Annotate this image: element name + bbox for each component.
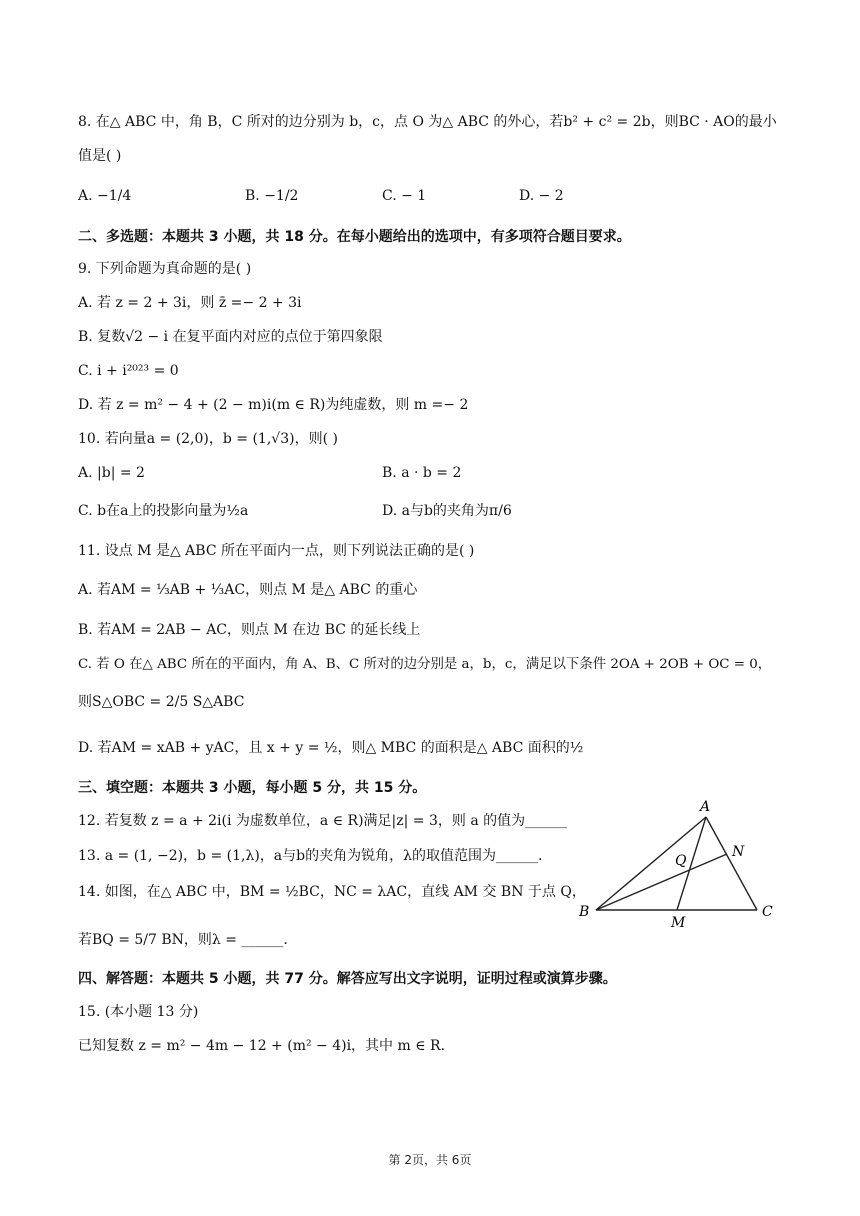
q12-text: 12. 若复数 z = a + 2i(i 为虚数单位，a ∈ R)满足|z| = 3，则 a 的值为______ (78, 813, 568, 829)
q8-line2: 值是( ) (78, 148, 122, 164)
q10-stem: 10. 若向量a = (2,0)，b = (1,√3)，则( ) (78, 431, 338, 447)
section2-heading: 二、多选题：本题共 3 小题，共 18 分。在每小题给出的选项中，有多项符合题目要求。 (78, 229, 631, 245)
q9-option-d: D. 若 z = m² − 4 + (2 − m)i(m ∈ R)为纯虚数，则 m =− 2 (78, 397, 469, 413)
q10-option-b: B. a · b = 2 (382, 465, 462, 481)
q11-stem: 11. 设点 M 是△ ABC 所在平面内一点，则下列说法正确的是( ) (78, 543, 475, 559)
q9-option-b: B. 复数√2 − i 在复平面内对应的点位于第四象限 (78, 329, 383, 345)
q8-option-b: B. −1/2 (245, 188, 299, 204)
q11-option-a: A. 若AM = ⅓AB + ⅓AC，则点 M 是△ ABC 的重心 (78, 582, 418, 598)
label-m: M (671, 915, 686, 930)
q8-line1: 8. 在△ ABC 中，角 B，C 所对的边分别为 b，c，点 O 为△ ABC 的外心，若b² + c² = 2b，则BC · AO的最小 (78, 114, 777, 130)
q9-stem: 9. 下列命题为真命题的是( ) (78, 261, 252, 277)
segment-ac (706, 817, 757, 910)
q15-heading: 15. (本小题 13 分) (78, 1004, 199, 1020)
q8-option-c: C. − 1 (382, 188, 427, 204)
q11-option-c-line2: 则S△OBC = 2/5 S△ABC (78, 694, 245, 710)
segment-bn (596, 854, 727, 910)
q9-option-a: A. 若 z = 2 + 3i，则 z̄ =− 2 + 3i (78, 295, 302, 311)
section3-heading: 三、填空题：本题共 3 小题，每小题 5 分，共 15 分。 (78, 780, 427, 796)
q11-option-c-line1: C. 若 O 在△ ABC 所在的平面内，角 A、B、C 所对的边分别是 a，b，c，满足以下条件 2OA + 2OB + OC = 0， (78, 657, 772, 672)
q8-option-d: D. − 2 (519, 188, 564, 204)
q11-option-b: B. 若AM = 2AB − AC，则点 M 在边 BC 的延长线上 (78, 622, 421, 638)
q11-option-d: D. 若AM = xAB + yAC，且 x + y = ½，则△ MBC 的面积是△ ABC 面积的½ (78, 740, 584, 756)
q10-option-a: A. |b| = 2 (78, 465, 145, 481)
section4-heading: 四、解答题：本题共 5 小题，共 77 分。解答应写出文字说明，证明过程或演算步骤。 (78, 971, 617, 987)
q14-line2: 若BQ = 5/7 BN，则λ = ______. (78, 932, 288, 948)
q9-option-c: C. i + i²⁰²³ = 0 (78, 363, 179, 379)
q10-option-c: C. b在a上的投影向量为½a (78, 503, 249, 519)
q14-line1: 14. 如图，在△ ABC 中，BM = ½BC，NC = λAC，直线 AM 交 BN 于点 Q， (78, 884, 586, 900)
label-c: C (762, 904, 773, 920)
label-b: B (579, 904, 590, 920)
q13-text: 13. a = (1, −2)，b = (1,λ)，a与b的夹角为锐角，λ的取值范围为______. (78, 848, 543, 864)
page-footer: 第 2页，共 6页 (388, 1153, 472, 1167)
triangle-figure (575, 795, 785, 930)
label-q: Q (675, 853, 687, 869)
q15-stem: 已知复数 z = m² − 4m − 12 + (m² − 4)i，其中 m ∈ R. (78, 1038, 446, 1054)
label-a: A (700, 799, 711, 815)
label-n: N (732, 844, 745, 860)
q10-option-d: D. a与b的夹角为π/6 (382, 503, 512, 519)
q8-option-a: A. −1/4 (78, 188, 132, 204)
segment-ab (596, 817, 706, 910)
